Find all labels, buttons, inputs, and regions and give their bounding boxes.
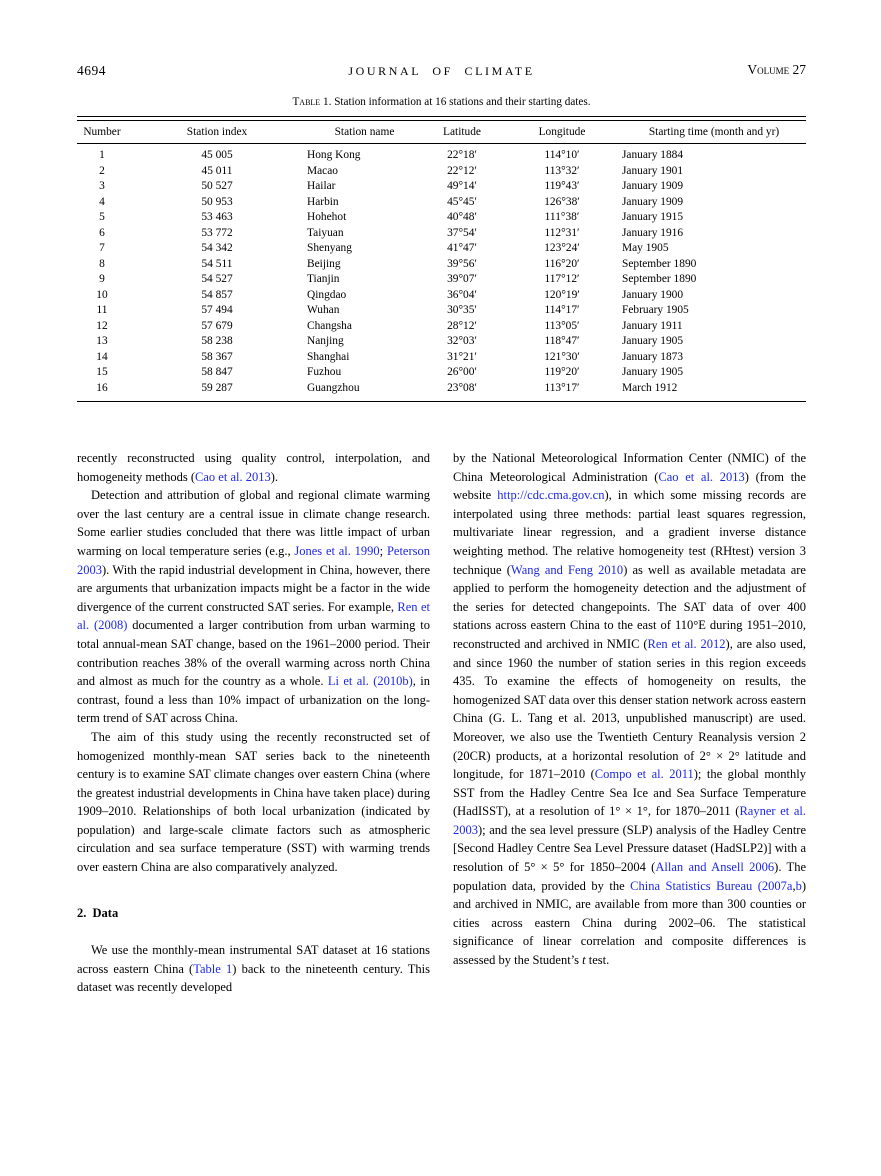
table-cell: 5 (99, 211, 105, 223)
text-segment: ; (379, 543, 387, 558)
table-cell: 118°47′ (544, 335, 580, 347)
table-cell: 53 463 (201, 211, 233, 223)
table-cell: 58 367 (201, 350, 233, 363)
paragraph (77, 486, 430, 728)
page-number: 4694 (77, 63, 106, 78)
table-cell: 45 011 (201, 164, 233, 177)
table-cell: Macao (307, 164, 338, 177)
col-header-number: Number (77, 121, 127, 144)
table-cell: Nanjing (307, 335, 344, 347)
table-cell: January 1873 (622, 350, 684, 363)
table-cell: 3 (99, 180, 105, 192)
citation-link[interactable]: Jones et al. 1990 (294, 543, 380, 558)
citation-link[interactable]: Peterson 2003 (77, 543, 430, 577)
table-row (77, 241, 806, 257)
text-segment: The aim of this study using the recently reconstructed set of homogenized monthly-mean SAT series back to the nineteenth century is to examine SAT climate changes over eastern China (where the greatest industrial developments in China have taken place) during 1909–2010. Relationships of both local urbanization (indicated by population) and large-scale climate factors such as atmospheric circulation and sea surface temperature (SST) with warming trends over eastern China are also comparatively analyzed. (77, 729, 430, 875)
text-segment: ). With the rapid industrial development in China, however, there are arguments that urbanization impacts might be a factor in the wide divergence of the current constructed SAT series. For example, (77, 562, 430, 614)
table-cell: 36°04′ (447, 288, 477, 301)
text-segment: ). The population data, provided by the (453, 860, 806, 893)
table-caption-text: Station information at 16 stations and their starting dates. (331, 96, 591, 108)
citation-link[interactable]: Cao et al. 2013 (195, 469, 271, 484)
table-cell: 13 (96, 335, 108, 347)
table-cell: 58 238 (201, 335, 233, 347)
table-cell: January 1901 (622, 164, 684, 177)
station-table (77, 121, 806, 402)
table-cell: January 1884 (622, 149, 684, 161)
table-cell: 37°54′ (447, 226, 477, 239)
table-cell: 9 (99, 273, 105, 285)
italic-text: t (582, 953, 586, 968)
right-column (453, 449, 806, 997)
table-cell: 12 (96, 319, 108, 332)
table-cell: 54 342 (201, 242, 233, 254)
text-segment: ) as well as available metadata are applied to perform the homogeneity detection and the adjustment of the series for detected changepoints. The SAT data of over 400 stations across eastern China to the east of 110°E during 1951–2010, reconstructed and archived in NMIC ( (453, 562, 806, 651)
volume-label: Volume 27 (747, 62, 806, 77)
table-cell: 58 847 (201, 366, 233, 378)
citation-link[interactable]: Allan and Ansell 2006 (655, 860, 775, 875)
paragraph (77, 728, 430, 877)
text-segment: , (792, 878, 796, 893)
table-cell: January 1915 (622, 211, 684, 223)
table-cell: 32°03′ (447, 335, 477, 347)
citation-link[interactable]: China Statistics Bureau (2007a (630, 878, 793, 893)
text-segment: by the National Meteorological Information Center (NMIC) of the China Meteorological Administration ( (453, 451, 806, 484)
table-cell: 117°12′ (544, 273, 580, 285)
table-cell: 119°43′ (544, 180, 580, 192)
table-caption-label: Table 1. (292, 96, 332, 108)
table-cell: 120°19′ (544, 288, 580, 301)
table-cell: 6 (99, 226, 105, 239)
citation-link[interactable]: Ren et al. 2012 (647, 636, 726, 651)
table-cell: 22°18′ (447, 149, 477, 161)
table-cell: 114°10′ (544, 149, 580, 161)
table-cell: 113°17′ (544, 381, 580, 394)
table-cell: 40°48′ (447, 211, 477, 223)
table-cell: 50 953 (201, 195, 233, 208)
table-cell: January 1905 (622, 366, 684, 378)
table-cell: Shenyang (307, 242, 352, 254)
table-row (77, 381, 806, 402)
table-cell: Hohehot (307, 211, 347, 223)
table-cell: 119°20′ (544, 366, 580, 378)
table-cell: Harbin (307, 195, 339, 208)
article-body (77, 449, 806, 997)
table-cell: Fuzhou (307, 366, 342, 378)
table-cell: 116°20′ (544, 257, 580, 270)
table-row (77, 144, 806, 164)
url-link[interactable]: http://cdc.cma.gov.cn (497, 488, 605, 503)
text-segment: ), are also used, and since 1960 the number of station series in this region exceeds 435. To examine the effects of homogeneity on results, the homogenized SAT data over this denser station network across eastern China (G. L. Tang et al. 2013, unpublished manuscript) are used. Moreover, we also use the Twentieth Century Reanalysis version 2 (20CR) products, at a horizontal resolution of 2° × 2° latitude and longitude, for 1871–2010 ( (453, 636, 806, 782)
table-cell: 14 (96, 350, 108, 363)
table-cell: Beijing (307, 257, 341, 270)
table-row (77, 319, 806, 335)
table-cell: Tianjin (307, 273, 340, 285)
paragraph (453, 449, 806, 970)
citation-link[interactable]: Wang and Feng 2010 (510, 562, 624, 577)
table-row (77, 195, 806, 211)
text-segment: documented a larger contribution from urban warming to total annual-mean SAT change, based on the 1961–2000 period. Their contribution reaches 38% of the overall warming across north China and almost as much for the country as a whole. (77, 618, 430, 689)
table-cell: 26°00′ (447, 366, 477, 378)
table-body (77, 144, 806, 402)
table-cell: 54 511 (201, 257, 233, 270)
col-header-longitude: Longitude (502, 121, 622, 144)
table-cell: 31°21′ (447, 350, 477, 363)
table-cell: March 1912 (622, 381, 678, 394)
table-cell: 4 (99, 195, 105, 208)
table-cell: January 1909 (622, 180, 684, 192)
table-row (77, 257, 806, 273)
table-cell: February 1905 (622, 304, 689, 316)
table-caption (77, 96, 806, 108)
table-row (77, 210, 806, 226)
table-cell: 123°24′ (544, 242, 580, 254)
table-ref-link[interactable]: Table 1 (193, 961, 233, 976)
table-row (77, 288, 806, 304)
table-row (77, 365, 806, 381)
table-cell: 39°07′ (447, 273, 477, 285)
table-cell: 10 (96, 288, 108, 301)
table-cell: 57 494 (201, 304, 233, 316)
table-cell: 23°08′ (447, 381, 477, 394)
col-header-starting-time: Starting time (month and yr) (622, 121, 806, 144)
table-cell: 113°32′ (544, 164, 580, 177)
table-cell: 49°14′ (447, 180, 477, 192)
table-cell: 30°35′ (447, 304, 477, 316)
table-row (77, 303, 806, 319)
left-column (77, 449, 430, 997)
text-segment: ); the global monthly SST from the Hadley Centre Sea Ice and Sea Surface Temperature (HadISST), at a resolution of 1° × 1°, for 1870–2011 ( (453, 767, 806, 819)
table-cell: 126°38′ (544, 195, 580, 208)
section-heading: 2. Data (77, 905, 119, 920)
table-cell: January 1916 (622, 226, 684, 239)
table-cell: 112°31′ (544, 226, 580, 239)
table-cell: 54 857 (201, 288, 233, 301)
table-cell: Hailar (307, 180, 336, 192)
table-cell: January 1911 (622, 319, 683, 332)
table-cell: 22°12′ (447, 164, 477, 177)
table-cell: Guangzhou (307, 381, 360, 394)
table-cell: January 1905 (622, 335, 684, 347)
journal-title: JOURNAL OF CLIMATE (348, 64, 535, 78)
citation-link[interactable]: Rayner et al. 2003 (453, 804, 806, 837)
table-cell: 1 (99, 149, 105, 161)
table-row (77, 272, 806, 288)
text-segment: ) and archived in NMIC, are available from more than 300 counties or cities across eastern China during 2002–06. The statistical significance of linear correlation and composite differences is assessed by the Student’s (453, 878, 807, 968)
text-segment: ), in which some missing records are interpolated using three methods: partial least squares regression, multivariate linear regression, and a gradient inverse distance weighting method. The relative homogeneity test (RHtest) version 3 technique ( (453, 488, 806, 577)
citation-link[interactable]: Li et al. (2010b) (327, 674, 413, 689)
table-cell: Qingdao (307, 288, 347, 301)
table-cell: 39°56′ (447, 257, 477, 270)
table-cell: 41°47′ (447, 242, 477, 254)
table-cell: Taiyuan (307, 226, 344, 239)
table-cell: September 1890 (622, 273, 697, 285)
table-cell: 53 772 (201, 226, 233, 239)
table-cell: May 1905 (622, 242, 669, 254)
col-header-station-name: Station name (307, 121, 422, 144)
col-header-station-index: Station index (127, 121, 307, 144)
running-head (77, 62, 806, 80)
col-header-latitude: Latitude (422, 121, 502, 144)
table-cell: 113°05′ (544, 319, 580, 332)
text-segment: ) (from the website (453, 469, 806, 503)
table-cell: 121°30′ (544, 350, 580, 363)
text-segment: We use the monthly-mean instrumental SAT dataset at 16 stations across eastern China ( (77, 943, 430, 976)
table-cell: Shanghai (307, 350, 350, 363)
table-row (77, 350, 806, 366)
table-cell: 16 (96, 381, 108, 394)
table-cell: 11 (96, 304, 108, 316)
table-cell: September 1890 (622, 257, 697, 270)
text-segment: ) back to the nineteenth century. This dataset was recently developed (77, 961, 431, 995)
paragraph (77, 449, 430, 486)
table-cell: 59 287 (201, 381, 233, 394)
paragraph (77, 941, 430, 997)
text-segment: , in contrast, found a less than 10% impact of urbanization on the long-term trend of SAT across China. (77, 674, 430, 726)
table-cell: 7 (99, 242, 105, 254)
citation-link[interactable]: Compo et al. 2011 (594, 767, 694, 782)
table-cell: 15 (96, 366, 108, 378)
table-cell: 54 527 (201, 273, 233, 285)
table-cell: Changsha (307, 319, 352, 332)
table-cell: Wuhan (307, 304, 340, 316)
table-row (77, 164, 806, 180)
table-cell: 2 (99, 164, 105, 177)
citation-link[interactable]: Cao et al. 2013 (658, 469, 745, 484)
citation-link[interactable]: b (795, 878, 802, 893)
table-cell: 45 005 (201, 149, 233, 161)
citation-link[interactable]: Ren et al. (2008) (77, 599, 430, 633)
table-cell: January 1909 (622, 195, 684, 208)
table-header (77, 121, 806, 144)
table-row (77, 334, 806, 350)
text-segment: test. (585, 953, 610, 968)
table-cell: 114°17′ (544, 304, 580, 316)
table-row (77, 226, 806, 242)
text-segment: Detection and attribution of global and regional climate warming over the last century are a central issue in climate change research. Some earlier studies concluded that there was little impact of urban warming on local temperature series (e.g., (77, 488, 430, 558)
table-row (77, 179, 806, 195)
table-cell: 28°12′ (447, 319, 477, 332)
table-cell: 45°45′ (447, 195, 477, 208)
text-segment: ). (270, 469, 279, 484)
table-cell: 50 527 (201, 180, 233, 192)
text-segment: recently reconstructed using quality control, interpolation, and homogeneity methods ( (77, 451, 430, 484)
table-header-row (77, 121, 806, 144)
table-cell: 111°38′ (544, 211, 580, 223)
table-cell: Hong Kong (307, 149, 361, 161)
table-cell: January 1900 (622, 288, 684, 301)
table-cell: 57 679 (201, 319, 233, 332)
table-cell: 8 (99, 257, 105, 270)
table-1-block (77, 96, 806, 402)
text-segment: ); and the sea level pressure (SLP) analysis of the Hadley Centre [Second Hadley Centre Sea Level Pressure dataset (HadSLP2)] with a resolution of 5° × 5° for 1850–2004 ( (453, 822, 806, 875)
